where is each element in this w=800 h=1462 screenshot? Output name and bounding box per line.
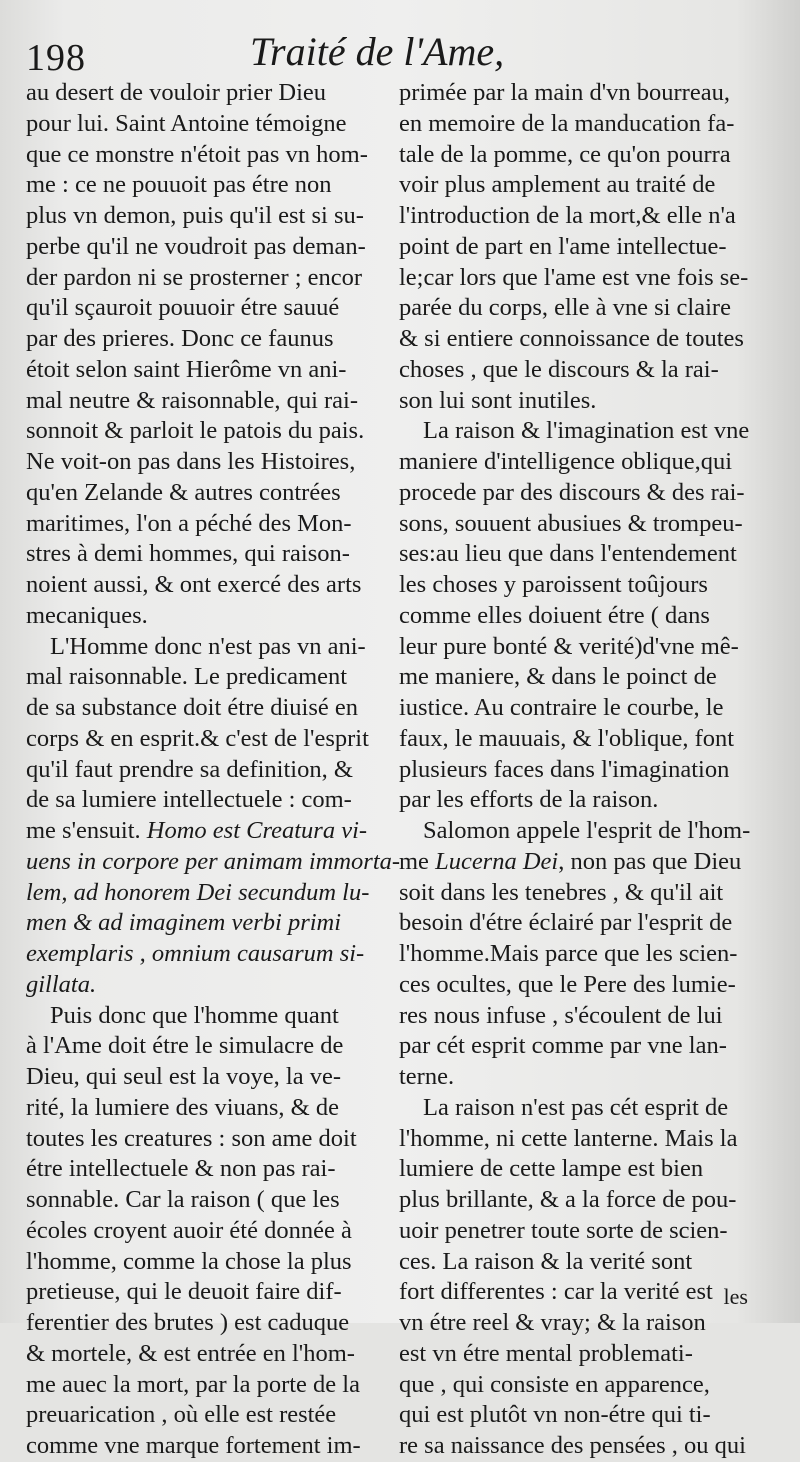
text-line: comme elles doiuent étre ( dans [399, 601, 710, 629]
text-line: primée par la main d'vn bourreau, [399, 79, 730, 106]
text-line: par cét esprit comme par vne lan- [399, 1032, 727, 1060]
text-line: plus brillante, & a la force de pou- [399, 1186, 737, 1213]
text-line: Ne voit-on pas dans les Histoires, [26, 448, 356, 475]
text-line: me maniere, & dans le poinct de [399, 663, 717, 691]
text-line: maniere d'intelligence oblique,qui [399, 448, 733, 475]
text-line: besoin d'étre éclairé par l'esprit de [399, 909, 733, 937]
text-line: & si entiere connoissance de toutes [399, 325, 744, 352]
text-line: me : ce ne pouuoit pas étre non [26, 171, 332, 199]
text-line: son lui sont inutiles. [399, 386, 597, 414]
text-line: soit dans les tenebres , & qu'il ait [399, 878, 724, 906]
text-line: voir plus amplement au traité de [399, 171, 716, 199]
text-segment: me [399, 847, 429, 875]
text-line: perbe qu'il ne voudroit pas deman- [26, 232, 366, 260]
latin-quote: Homo est Creatura vi- [146, 817, 368, 844]
text-line: ces. La raison & la verité sont [399, 1247, 693, 1275]
text-line: l'homme.Mais parce que les scien- [399, 940, 738, 967]
text-line: me auec la mort, par la porte de la [26, 1370, 360, 1398]
text-line: ses:au lieu que dans l'entendement [399, 540, 737, 568]
text-line: terne. [399, 1063, 455, 1090]
text-line: à l'Ame doit étre le simulacre de [26, 1032, 344, 1060]
page-number: 198 [26, 37, 86, 79]
text-line: ferentier des brutes ) est caduque [26, 1309, 350, 1336]
text-line: de sa substance doit étre diuisé en [26, 694, 359, 721]
text-line: étre intellectuele & non pas rai- [26, 1155, 336, 1183]
latin-quote-line: exemplaris , omnium causarum si- [26, 940, 365, 967]
right-column [399, 78, 755, 1462]
text-line: l'introduction de la mort,& elle n'a [399, 202, 736, 229]
text-line: étoit selon saint Hierôme vn ani- [26, 355, 347, 383]
text-line: parée du corps, elle à vne si claire [399, 294, 731, 322]
text-line: uoir penetrer toute sorte de scien- [399, 1216, 728, 1244]
text-line: que , qui consiste en apparence, [399, 1370, 710, 1398]
text-line: Dieu, qui seul est la voye, la ve- [26, 1063, 342, 1090]
text-line: preuarication , où elle est restée [26, 1401, 337, 1429]
latin-quote-line: uens in corpore per animam immorta- [26, 847, 401, 875]
text-line: fort differentes : car la verité est [399, 1278, 713, 1306]
text-line: est vn étre mental problemati- [399, 1339, 693, 1367]
text-line: procede par des discours & des rai- [399, 478, 745, 506]
text-line: au desert de vouloir prier Dieu [26, 79, 327, 106]
text-line: qu'en Zelande & autres contrées [26, 478, 341, 506]
text-line: écoles croyent auoir été donnée à [26, 1216, 352, 1244]
text-line: qu'il faut prendre sa definition, & [26, 755, 353, 783]
text-line: l'homme, ni cette lanterne. Mais la [399, 1124, 738, 1152]
text-line: qu'il sçauroit pouuoir étre sauué [26, 294, 340, 322]
left-column [26, 78, 401, 1462]
text-line: mal neutre & raisonnable, qui rai- [26, 386, 358, 414]
text-line: La raison & l'imagination est vne [423, 417, 750, 445]
text-line: mecaniques. [26, 601, 148, 629]
text-line: sonnoit & parloit le patois du pais. [26, 417, 365, 445]
latin-quote: Lucerna Dei [435, 847, 559, 875]
text-line: mal raisonnable. Le predicament [26, 663, 348, 691]
text-line: pretieuse, qui le deuoit faire dif- [26, 1278, 342, 1306]
latin-quote-line: lem, ad honorem Dei secundum lu- [26, 878, 370, 906]
text-line: Salomon appele l'esprit de l'hom- [423, 817, 751, 844]
text-line: corps & en esprit.& c'est de l'esprit [26, 724, 369, 752]
text-segment: , non pas que Dieu [558, 847, 742, 875]
running-title: Traité de l'Ame, [250, 29, 505, 74]
text-line: re sa naissance des pensées , ou qui [399, 1432, 746, 1459]
catchword: les [723, 1284, 748, 1309]
text-line: par des prieres. Donc ce faunus [26, 325, 334, 352]
text-line: en memoire de la manducation fa- [399, 109, 735, 137]
latin-quote-line: gillata. [26, 970, 97, 998]
latin-quote-line: men & ad imaginem verbi primi [26, 909, 342, 937]
text-line: lumiere de cette lampe est bien [399, 1155, 704, 1183]
text-line: L'Homme donc n'est pas vn ani- [50, 632, 366, 660]
text-line: rité, la lumiere des viuans, & de [26, 1093, 339, 1121]
text-line: sons, souuent abusiues & trompeu- [399, 509, 743, 537]
text-line: Puis donc que l'homme quant [50, 1001, 339, 1029]
text-line: par les efforts de la raison. [399, 786, 659, 814]
text-line: pour lui. Saint Antoine témoigne [26, 109, 347, 137]
text-line: comme vne marque fortement im- [26, 1432, 361, 1459]
text-line: vn étre reel & vray; & la raison [399, 1309, 706, 1336]
text-line: iustice. Au contraire le courbe, le [399, 694, 724, 721]
text-line: que ce monstre n'étoit pas vn hom- [26, 140, 368, 168]
text-line: leur pure bonté & verité)d'vne mê- [399, 632, 739, 660]
text-line: der pardon ni se prosterner ; encor [26, 263, 363, 291]
text-line: choses , que le discours & la rai- [399, 355, 719, 383]
text-line: plusieurs faces dans l'imagination [399, 755, 730, 783]
text-line: La raison n'est pas cét esprit de [423, 1093, 729, 1121]
text-line: & mortele, & est entrée en l'hom- [26, 1339, 355, 1367]
text-line: faux, le mauuais, & l'oblique, font [399, 724, 735, 752]
text-line: toutes les creatures : son ame doit [26, 1124, 357, 1152]
text-line: maritimes, l'on a péché des Mon- [26, 509, 352, 537]
text-line [26, 816, 386, 847]
text-line: les choses y paroissent toûjours [399, 571, 708, 598]
text-line: qui est plutôt vn non-étre qui ti- [399, 1401, 711, 1429]
text-line: ces ocultes, que le Pere des lumie- [399, 970, 736, 998]
text-line: res nous infuse , s'écoulent de lui [399, 1001, 723, 1029]
text-line: point de part en l'ame intellectue- [399, 232, 727, 260]
text-segment: me s'ensuit. [26, 817, 141, 844]
text-line: l'homme, comme la chose la plus [26, 1247, 352, 1275]
text-line: stres à demi hommes, qui raison- [26, 540, 350, 568]
text-line: le;car lors que l'ame est vne fois se- [399, 263, 749, 291]
text-line [399, 847, 755, 878]
text-line: sonnable. Car la raison ( que les [26, 1186, 340, 1213]
text-line: de sa lumiere intellectuele : com- [26, 786, 352, 814]
text-line: plus vn demon, puis qu'il est si su- [26, 202, 364, 229]
text-line: tale de la pomme, ce qu'on pourra [399, 140, 731, 168]
text-line: noient aussi, & ont exercé des arts [26, 571, 362, 598]
